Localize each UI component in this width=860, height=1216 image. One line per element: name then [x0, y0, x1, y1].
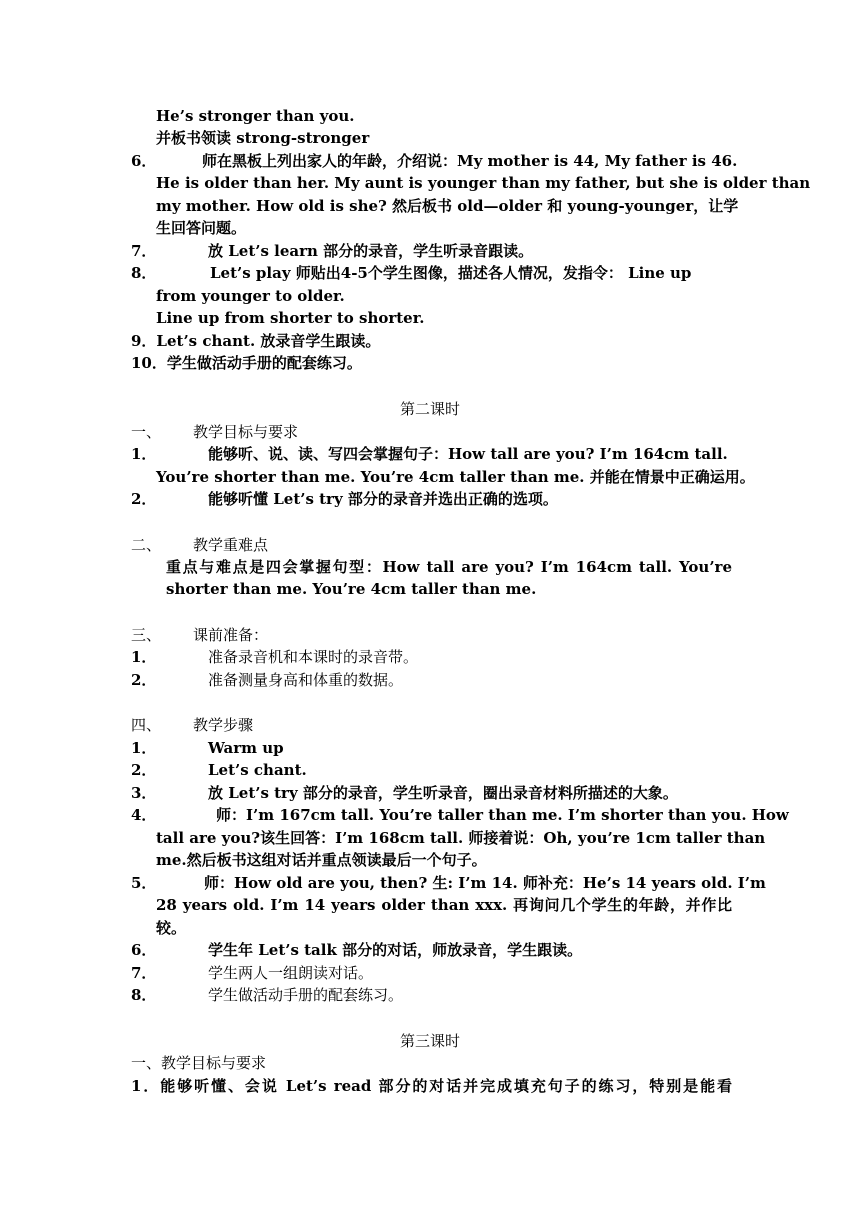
- list-item: [0, 759, 860, 781]
- list-item: [0, 737, 860, 759]
- line-text: 并板书领读 strong-stronger: [156, 129, 370, 147]
- line-text: 师在黑板上列出家人的年龄，介绍说：My mother is 44, My father is 46.: [202, 152, 738, 170]
- line-text: 学生两人一组朗读对话。: [208, 964, 374, 982]
- item-number: 2．: [131, 761, 157, 779]
- item-number: 1．: [131, 648, 157, 666]
- list-item: [0, 262, 860, 284]
- item-number: 2．: [131, 490, 157, 508]
- section-item: [0, 534, 860, 556]
- section-number: 一、: [131, 423, 162, 441]
- section-title: 教学重难点: [193, 536, 269, 554]
- line-text: Warm up: [208, 739, 284, 757]
- section-number: 二、: [131, 536, 162, 554]
- line-text: 9．Let’s chant. 放录音学生跟读。: [131, 332, 381, 350]
- line-text: shorter than me. You’re 4cm taller than me.: [166, 580, 537, 598]
- section-item: [0, 714, 860, 736]
- line-text: my mother. How old is she? 然后板书 old—older 和 young-younger，让学: [156, 197, 739, 215]
- lesson-title: 第三课时: [399, 1032, 460, 1050]
- line-text: from younger to older.: [156, 287, 345, 305]
- list-item: [0, 150, 860, 172]
- list-item: [0, 240, 860, 262]
- text-line: [0, 195, 860, 217]
- list-item: [0, 939, 860, 961]
- item-number: 6．: [131, 941, 157, 959]
- item-number: 7．: [131, 964, 157, 982]
- text-line: [0, 285, 860, 307]
- line-text: 准备测量身高和体重的数据。: [208, 671, 404, 689]
- text-line: [0, 105, 860, 127]
- item-number: 5．: [131, 874, 157, 892]
- list-item: [0, 962, 860, 984]
- item-number: 3．: [131, 784, 157, 802]
- list-item: [0, 872, 860, 894]
- text-line: [0, 466, 860, 488]
- lesson-title: 第二课时: [399, 400, 460, 418]
- item-number: 2．: [131, 671, 157, 689]
- list-item: [0, 646, 860, 668]
- section-title: 一、教学目标与要求: [131, 1054, 267, 1072]
- section-item: [0, 624, 860, 646]
- list-item: [0, 669, 860, 691]
- item-number: 4．: [131, 806, 157, 824]
- section-number: 三、: [131, 626, 162, 644]
- line-text: 能够听懂 Let’s try 部分的录音并选出正确的选项。: [208, 490, 558, 508]
- section-number: 四、: [131, 716, 162, 734]
- line-text: He is older than her. My aunt is younger than my father, but she is older than: [156, 174, 811, 192]
- list-item: [0, 984, 860, 1006]
- line-text: tall are you?该生回答：I’m 168cm tall. 师接着说：Oh, you’re 1cm taller than: [156, 829, 766, 847]
- line-text: 准备录音机和本课时的录音带。: [208, 648, 419, 666]
- text-line: [0, 1052, 860, 1074]
- item-number: 1．: [131, 739, 157, 757]
- section-heading: [0, 398, 860, 420]
- text-line: [0, 827, 860, 849]
- text-line: [0, 917, 860, 939]
- text-line: [0, 307, 860, 329]
- item-number: 8．: [131, 264, 157, 282]
- text-line: [0, 1075, 860, 1097]
- line-text: You’re shorter than me. You’re 4cm taller than me. 并能在情景中正确运用。: [156, 468, 755, 486]
- line-text: 生回答问题。: [156, 219, 247, 237]
- text-line: [0, 578, 860, 600]
- section-title: 教学目标与要求: [193, 423, 299, 441]
- line-text: 放 Let’s try 部分的录音，学生听录音，圈出录音材料所描述的大象。: [208, 784, 678, 802]
- line-text: 学生年 Let’s talk 部分的对话，师放录音，学生跟读。: [208, 941, 583, 959]
- line-text: Let’s play 师贴出4-5个学生图像，描述各人情况，发指令： Line up: [210, 264, 692, 282]
- line-text: 1．能够听懂、会说 Let’s read 部分的对话并完成填充句子的练习，特别是能看: [131, 1077, 732, 1095]
- list-item: [0, 443, 860, 465]
- text-line: [0, 849, 860, 871]
- line-text: 重点与难点是四会掌握句型：How tall are you? I’m 164cm tall. You’re: [166, 558, 732, 576]
- item-number: 7．: [131, 242, 157, 260]
- section-item: [0, 421, 860, 443]
- line-text: Let’s chant.: [208, 761, 307, 779]
- list-item: [0, 782, 860, 804]
- item-number: 1．: [131, 445, 157, 463]
- text-line: [0, 556, 860, 578]
- line-text: 28 years old. I’m 14 years older than xxx. 再询问几个学生的年龄，并作比: [156, 896, 732, 914]
- line-text: 学生做活动手册的配套练习。: [208, 986, 404, 1004]
- line-text: 师：How old are you, then? 生: I’m 14. 师补充：He’s 14 years old. I’m: [204, 874, 766, 892]
- item-number: 8．: [131, 986, 157, 1004]
- line-text: 较。: [156, 919, 187, 937]
- item-number: 6．: [131, 152, 157, 170]
- line-text: 10．学生做活动手册的配套练习。: [131, 354, 362, 372]
- text-line: [0, 172, 860, 194]
- section-heading: [0, 1030, 860, 1052]
- text-line: [0, 330, 860, 352]
- list-item: [0, 488, 860, 510]
- line-text: 放 Let’s learn 部分的录音，学生听录音跟读。: [208, 242, 534, 260]
- section-title: 课前准备：: [193, 626, 269, 644]
- text-line: [0, 217, 860, 239]
- line-text: 师：I’m 167cm tall. You’re taller than me. I’m shorter than you. How: [216, 806, 789, 824]
- text-line: [0, 352, 860, 374]
- line-text: me.然后板书这组对话并重点领读最后一个句子。: [156, 851, 487, 869]
- line-text: Line up from shorter to shorter.: [156, 309, 425, 327]
- text-line: [0, 894, 860, 916]
- line-text: 能够听、说、读、写四会掌握句子：How tall are you? I’m 164cm tall.: [208, 445, 728, 463]
- section-title: 教学步骤: [193, 716, 254, 734]
- line-text: He’s stronger than you.: [156, 107, 355, 125]
- list-item: [0, 804, 860, 826]
- text-line: [0, 127, 860, 149]
